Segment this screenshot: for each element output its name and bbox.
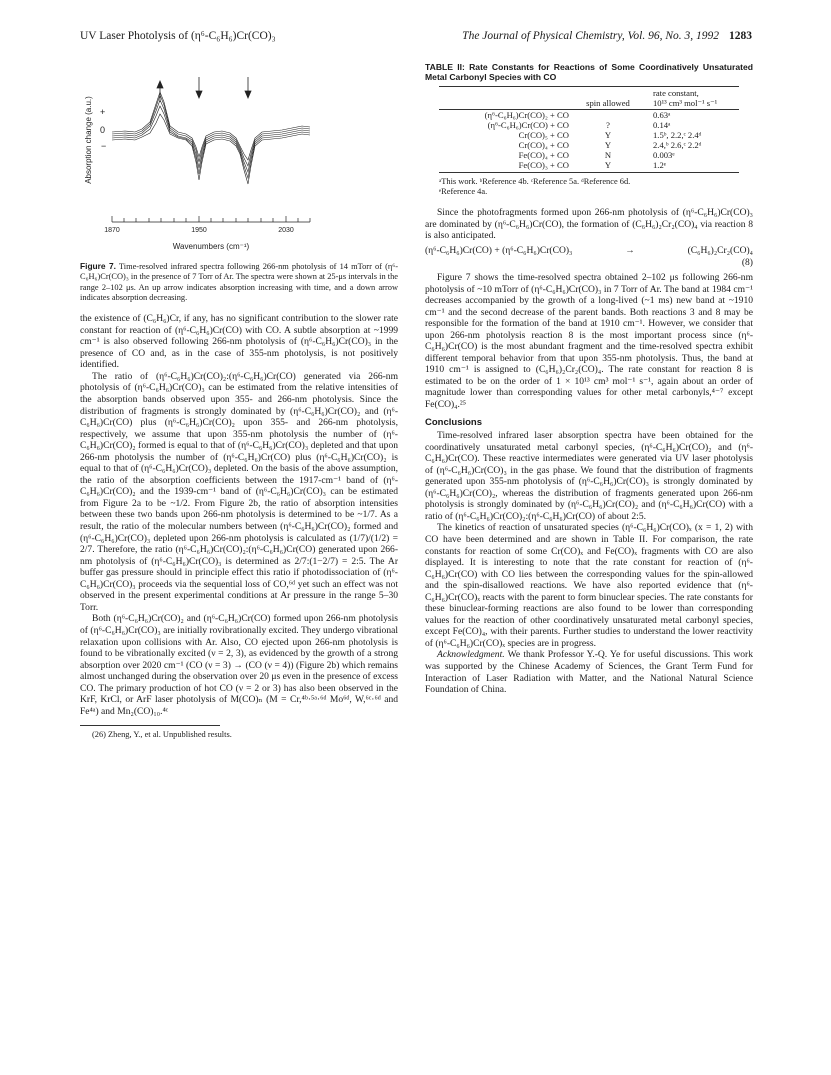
table-cell-rate: 1.2ᵉ — [637, 160, 739, 173]
equation-reactants: (η⁶-C₆H₆)Cr(CO) + (η⁶-C₆H₆)Cr(CO)₃ — [425, 244, 573, 256]
table-label: TABLE II: — [425, 62, 465, 72]
table-cell-spin: Y — [604, 129, 612, 140]
page-number: 1283 — [729, 30, 752, 42]
table-header-rate-2: 10¹³ cm³ mol⁻¹ s⁻¹ — [653, 97, 718, 108]
table-header-spin: spin allowed — [579, 86, 637, 109]
body-paragraph: Time-resolved infrared laser absorption spectra have been obtained for the coordinatively unsaturated metal carbonyl species, (η⁶-C₆H₆)Cr(CO)₂ and (η⁶-C₆H₆)Cr(CO). These reactive intermediates were generated via UV laser photolysis of (η⁶-C₆H₆)Cr(CO)₃ in the gas phase. We found that the distribution of fragments generated upon 355-nm photolysis of (η⁶-C₆H₆)Cr(CO)₃ is strongly dominated by (η⁶-C₆H₆)Cr(CO)₂, whereas the distribution of fragments generated upon 266-nm photolysis is strongly dominated by (η⁶-C₆H₆)Cr(CO)₂ and (η⁶-C₆H₆)Cr(CO) with a ratio of (η⁶-C₆H₆)Cr(CO)₂:(η⁶-C₆H₆)Cr(CO) of about 2:5. — [425, 430, 753, 522]
table-cell-rate: 2.4,ᵇ 2.6,ᶜ 2.2ᵈ — [653, 139, 702, 150]
footnote-divider — [80, 725, 220, 726]
journal-citation: The Journal of Physical Chemistry, Vol. 96, No. 3, 1992 — [462, 30, 719, 42]
figure-caption — [80, 261, 398, 303]
table-notes-line-2: ᵉReference 4a. — [439, 187, 488, 197]
acknowledgment-label: Acknowledgment. — [437, 649, 505, 661]
equation-arrow: → — [625, 244, 635, 256]
table-cell-rate: 0.63ᵃ — [653, 109, 671, 120]
equation-8 — [425, 245, 753, 257]
acknowledgment — [425, 649, 753, 695]
table-cell-rate: 0.14ᵃ — [653, 119, 671, 130]
figure-7 — [80, 62, 398, 257]
section-heading-conclusions: Conclusions — [425, 416, 483, 428]
figure-xlabel: Wavenumbers (cm⁻¹) — [172, 242, 250, 251]
table-cell-reaction: Fe(CO)₄ + CO — [518, 149, 569, 160]
table-header-rate-1: rate constant, — [653, 87, 699, 98]
body-paragraph: Since the photofragments formed upon 266-nm photolysis of (η⁶-C₆H₆)Cr(CO)₃ are dominated by (η⁶-C₆H₆)Cr(CO), the formation of (C₆H₆)₂Cr₂(CO)₄ via reaction 8 is also anticipated. — [425, 207, 753, 242]
table-cell-reaction: Fe(CO)₃ + CO — [439, 160, 579, 173]
table-header-rate — [637, 86, 739, 109]
table-row — [439, 150, 739, 160]
table-row — [439, 130, 739, 140]
figure-xtick-2030: 2030 — [278, 227, 294, 234]
table-cell-spin: N — [604, 149, 612, 160]
body-paragraph: the existence of (C₆H₆)Cr, if any, has no significant contribution to the slower rate constant for reaction of (η⁶-C₆H₆)Cr(CO) with CO. A subtle absorption at ~1999 cm⁻¹ is also observed following 266-nm photolysis of (η⁶-C₆H₆)Cr(CO)₃ in the presence of CO and, as in the case of 355-nm photolysis, is not positively identified. — [80, 313, 398, 371]
table-cell-spin — [579, 109, 637, 120]
figure-zero-sign: 0 — [100, 125, 106, 135]
running-head-title: UV Laser Photolysis of (η⁶-C₆H₆)Cr(CO)₃ — [80, 30, 276, 42]
footnote: (26) Zheng, Y., et al. Unpublished results. — [92, 730, 232, 740]
table-cell-rate: 1.5ᵇ, 2.2,ᶜ 2.4ᵈ — [653, 129, 702, 140]
table-row — [439, 120, 739, 130]
table-row — [439, 160, 739, 173]
figure-7-plot — [80, 62, 398, 257]
figure-minus-sign: − — [101, 141, 107, 151]
table-row — [439, 140, 739, 150]
table-cell-reaction: (η⁶-C₆H₆)Cr(CO) + CO — [487, 119, 569, 130]
table-cell-spin: Y — [604, 139, 612, 150]
equation-number: (8) — [741, 257, 753, 269]
body-paragraph: Both (η⁶-C₆H₆)Cr(CO)₂ and (η⁶-C₆H₆)Cr(CO) formed upon 266-nm photolysis of (η⁶-C₆H₆)Cr(CO)₃ are initially rovibrationally excited. They undergo vibrational relaxation upon collisions with Ar. Also, CO ejected upon 266-nm photolysis is found to be vibrationally excited (ν = 2, 3), as evidenced by the growth of a strong absorption over 2020 cm⁻¹ (CO (ν = 3) → (CO (ν = 4)) (Figure 2b) which remains almost unchanged during the observation over 20 μs even in the presence of excess CO. The primary production of hot CO (ν = 2 or 3) has also been observed in the KrF, KrCl, or ArF laser photolysis of M(CO)ₙ (M = Cr,⁴ᵇ·⁵ᵃ·⁶ᵈ Mo⁶ᵈ, W,⁶ᶜ·⁶ᵈ and Fe⁴ᵃ) and Mn₂(CO)₁₀.⁴ᶜ — [80, 613, 398, 717]
table-notes-line-1: ᵃThis work. ᵇReference 4b. ᶜReference 5a. ᵈReference 6d. — [439, 176, 631, 186]
table-cell-rate: 0.003ᵉ — [653, 149, 675, 160]
table-cell-reaction: Cr(CO)₅ + CO — [518, 129, 569, 140]
figure-x-ticks — [112, 216, 310, 222]
running-head-journal — [462, 30, 752, 42]
equation-product: (C₆H₆)₂Cr₂(CO)₄ — [687, 244, 753, 256]
body-paragraph: The ratio of (η⁶-C₆H₆)Cr(CO)₂:(η⁶-C₆H₆)Cr(CO) generated via 266-nm photolysis of (η⁶-C₆H₆)Cr(CO)₃ can be estimated from the relative intensities of the absorption bands observed upon 355- and 266-nm photolysis. Since the distribution of fragments is strongly dominated by (η⁶-C₆H₆)Cr(CO)₂ and (η⁶-C₆H₆)Cr(CO) plus (η⁶-C₆H₆)Cr(CO)₂ upon 355- and 266-nm photolysis, respectively, we assume that upon 355-nm photolysis the number of (η⁶-C₆H₆)Cr(CO)₂ formed is equal to that of (η⁶-C₆H₆)Cr(CO)₃ depleted and that upon 266-nm photolysis the number of (η⁶-C₆H₆)Cr(CO) plus (η⁶-C₆H₆)Cr(CO)₂ is equal to that of (η⁶-C₆H₆)Cr(CO)₃ depleted. On the basis of the above assumption, the ratio of the absorption coefficients between the 1917-cm⁻¹ band of (η⁶-C₆H₆)Cr(CO)₂ and the 1939-cm⁻¹ band of (η⁶-C₆H₆)Cr(CO)₃ can be estimated from Figure 2a to be ~1/2. From Figure 2b, the ratio of absorption intensities between these two bands upon 266-nm photolysis is determined to be ~1/7. As a result, the ratio of the molecular numbers between (η⁶-C₆H₆)Cr(CO)₂ formed and (η⁶-C₆H₆)Cr(CO)₃ depleted upon 266-nm photolysis is calculated as (1/7)/(1/2) = 2/7. Therefore, the ratio (η⁶-C₆H₆)Cr(CO)₂:(η⁶-C₆H₆)Cr(CO) generated upon 266-nm photolysis of (η⁶-C₆H₆)Cr(CO)₃ is determined as 2/7:(1−2/7) = 2:5. The Ar buffer gas pressure should in principle effect this ratio if photodissociation of (η⁶-C₆H₆)Cr(CO)₃ proceeds via the sequential loss of CO,⁶ᵈ yet such an effect was not observed in the present experimental conditions at Ar pressure in the range 5–30 Torr. — [80, 370, 398, 613]
table-title-text: Rate Constants for Reactions of Some Coordinatively Unsaturated Metal Carbonyl Species with CO — [425, 62, 754, 83]
figure-ylabel: Absorption change (a.u.) — [84, 96, 93, 184]
figure-plus-sign: + — [100, 107, 106, 117]
figure-caption-text: Time-resolved infrared spectra following 266-nm photolysis of 14 mTorr of (η⁶-C₆H₆)Cr(CO)₃ in the presence of 7 Torr of Ar. The spectra were shown at 25-μs intervals in the range 2–102 μs. An up arrow indicates absorption increasing with time, and a down arrow indicates absorption decreasing. — [80, 262, 398, 302]
rate-constants-table — [439, 86, 739, 173]
acknowledgment-text: We thank Professor Y.-Q. Ye for useful discussions. This work was supported by the Chinese Academy of Sciences, the Grant Term Fund for Interaction of Laser Radiation with Matter, and the National Natural Science Foundation of China. — [425, 649, 754, 696]
figure-caption-label: Figure 7. — [80, 261, 116, 271]
table-cell-reaction: Cr(CO)₄ + CO — [518, 139, 569, 150]
figure-spectra-traces — [112, 92, 310, 184]
table-row — [439, 109, 739, 120]
table-cell-reaction: (η⁶-C₆H₆)Cr(CO)₂ + CO — [484, 109, 569, 120]
table-title — [425, 62, 753, 83]
body-paragraph: Figure 7 shows the time-resolved spectra obtained 2–102 μs following 266-nm photolysis of ~10 mTorr of (η⁶-C₆H₆)Cr(CO)₃ in 7 Torr of Ar. The band at 1984 cm⁻¹ decreases accompanied by the growth of a long-lived (~1 ms) new band at ~1910 cm⁻¹ and the second decrease of the parent bands. Both reactions 3 and 8 may be responsible for the formation of the band at 1910 cm⁻¹. However, we consider that upon 266-nm photolysis reaction 8 is the most important process since (η⁶-C₆H₆)Cr(CO) is the most abundant fragment and the time-resolved spectra exhibit different temporal behavior from that upon 355-nm photolysis. Thus, the band at 1910 cm⁻¹ is assigned to (C₆H₆)₂Cr₂(CO)₄. The rate constant for reaction 8 is estimated to be on the order of 1 × 10¹³ cm³ mol⁻¹ s⁻¹, again about an order of magnitude lower than corresponding values for other metal carbonyls,⁴⁻⁷ except Fe(CO)₄.²⁵ — [425, 271, 753, 410]
figure-xtick-1870: 1870 — [104, 227, 120, 234]
body-paragraph: The kinetics of reaction of unsaturated species (η⁶-C₆H₆)Cr(CO)ₓ (x = 1, 2) with CO have been determined and are shown in Table II. For comparison, the rate constants for reaction of some Cr(CO)ₓ and Fe(CO)ₓ fragments with CO are also displayed. It is interesting to note that the rate constant for reaction of (η⁶-C₆H₆)Cr(CO) with CO lies between the corresponding values for the spin-allowed and the spin-disallowed reactions. We have also reported evidence that (η⁶-C₆H₆)Cr(CO)ₓ reacts with the parent to form binuclear species. The rate constants for these binuclear-forming reactions are also found to be lower than corresponding values for the reaction of other coordinatively unsaturated metal carbonyl species, except Fe(CO)₄, with their parents. Further studies to understand the lower reactivity of (η⁶-C₆H₆)Cr(CO)ₓ species are in progress. — [425, 522, 753, 649]
table-notes — [439, 177, 753, 197]
table-cell-spin: Y — [579, 160, 637, 173]
right-column — [425, 62, 753, 696]
figure-xtick-1950: 1950 — [191, 227, 207, 234]
table-cell-spin: ? — [606, 119, 610, 130]
running-head — [80, 30, 752, 46]
figure-arrows — [157, 77, 251, 102]
left-column — [80, 62, 398, 740]
